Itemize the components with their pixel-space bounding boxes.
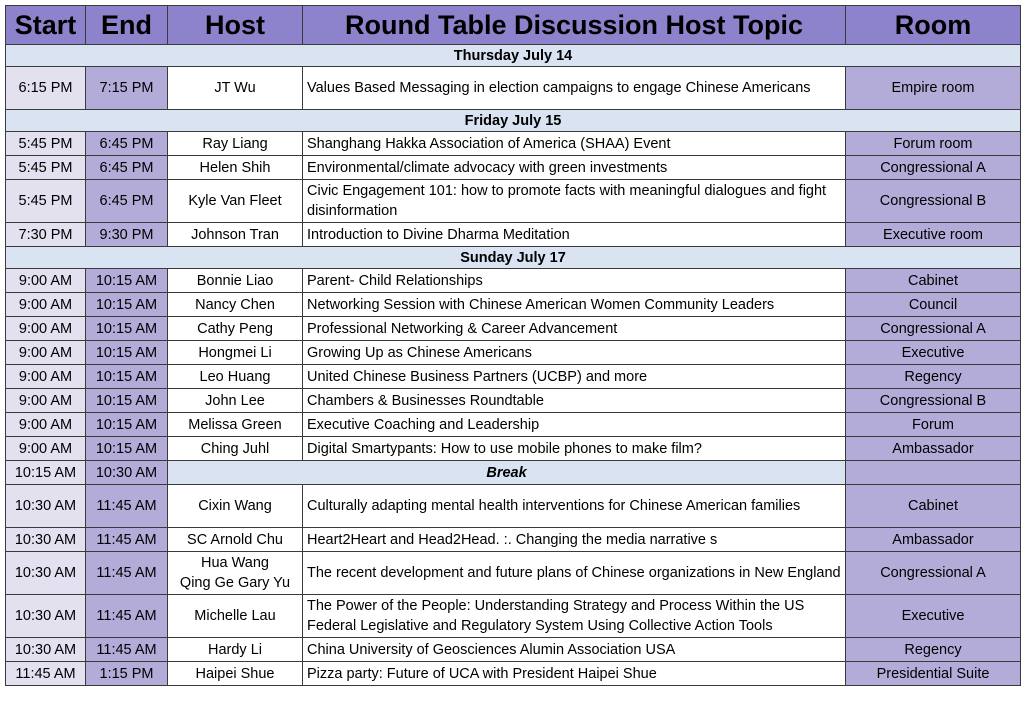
host-cell: JT Wu (168, 67, 303, 110)
schedule-table (5, 5, 1021, 686)
host-cell: Helen Shih (168, 156, 303, 180)
start-time-cell: 5:45 PM (6, 156, 86, 180)
table-row (6, 437, 1021, 461)
table-header (6, 6, 1021, 45)
topic-cell: The recent development and future plans of Chinese organizations in New England (303, 552, 846, 595)
end-time-cell: 10:15 AM (86, 389, 168, 413)
table-row (6, 389, 1021, 413)
end-time-cell: 6:45 PM (86, 180, 168, 223)
table-row (6, 293, 1021, 317)
host-name: Hua Wang (201, 555, 269, 571)
end-time-cell: 11:45 AM (86, 528, 168, 552)
room-cell: Presidential Suite (846, 662, 1021, 686)
end-time-cell: 10:15 AM (86, 413, 168, 437)
host-cell: Cathy Peng (168, 317, 303, 341)
start-time-cell: 5:45 PM (6, 132, 86, 156)
end-time-cell: 11:45 AM (86, 485, 168, 528)
start-time-cell: 10:30 AM (6, 595, 86, 638)
end-time-cell: 6:45 PM (86, 132, 168, 156)
room-cell: Council (846, 293, 1021, 317)
end-time-cell: 10:30 AM (86, 461, 168, 485)
table-row (6, 341, 1021, 365)
host-cell: Bonnie Liao (168, 269, 303, 293)
topic-cell: Growing Up as Chinese Americans (303, 341, 846, 365)
room-cell: Cabinet (846, 269, 1021, 293)
room-cell: Congressional B (846, 180, 1021, 223)
start-time-cell: 7:30 PM (6, 223, 86, 247)
topic-cell: Pizza party: Future of UCA with President Haipei Shue (303, 662, 846, 686)
start-column-header: Start (6, 6, 86, 45)
break-label: Break (168, 461, 846, 485)
start-time-cell: 6:15 PM (6, 67, 86, 110)
end-time-cell: 10:15 AM (86, 341, 168, 365)
room-cell: Executive (846, 595, 1021, 638)
host-cell: SC Arnold Chu (168, 528, 303, 552)
table-row (6, 156, 1021, 180)
table-row (6, 365, 1021, 389)
topic-cell: Parent- Child Relationships (303, 269, 846, 293)
start-time-cell: 9:00 AM (6, 437, 86, 461)
start-time-cell: 9:00 AM (6, 317, 86, 341)
topic-cell: Introduction to Divine Dharma Meditation (303, 223, 846, 247)
table-row (6, 180, 1021, 223)
topic-column-header: Round Table Discussion Host Topic (303, 6, 846, 45)
day-label: Sunday July 17 (6, 247, 1021, 269)
host-cell: Michelle Lau (168, 595, 303, 638)
end-time-cell: 9:30 PM (86, 223, 168, 247)
topic-cell: Networking Session with Chinese American Women Community Leaders (303, 293, 846, 317)
topic-cell: United Chinese Business Partners (UCBP) and more (303, 365, 846, 389)
topic-cell: Values Based Messaging in election campaigns to engage Chinese Americans (303, 67, 846, 110)
topic-cell: China University of Geosciences Alumin Association USA (303, 638, 846, 662)
room-column-header: Room (846, 6, 1021, 45)
start-time-cell: 5:45 PM (6, 180, 86, 223)
room-cell: Congressional B (846, 389, 1021, 413)
start-time-cell: 10:15 AM (6, 461, 86, 485)
end-time-cell: 10:15 AM (86, 317, 168, 341)
room-cell: Executive (846, 341, 1021, 365)
start-time-cell: 10:30 AM (6, 485, 86, 528)
host-cell: Hongmei Li (168, 341, 303, 365)
end-time-cell: 11:45 AM (86, 638, 168, 662)
host-cell: Leo Huang (168, 365, 303, 389)
day-header-row (6, 110, 1021, 132)
end-time-cell: 11:45 AM (86, 552, 168, 595)
table-row (6, 485, 1021, 528)
table-row (6, 132, 1021, 156)
topic-cell: The Power of the People: Understanding Strategy and Process Within the US Federal Legislative and Regulatory System Using Collective Action Tools (303, 595, 846, 638)
table-row (6, 528, 1021, 552)
end-time-cell: 10:15 AM (86, 269, 168, 293)
table-row (6, 223, 1021, 247)
table-row (6, 269, 1021, 293)
start-time-cell: 9:00 AM (6, 341, 86, 365)
host-cell: Cixin Wang (168, 485, 303, 528)
host-cell: Hardy Li (168, 638, 303, 662)
room-cell: Regency (846, 365, 1021, 389)
room-cell: Forum room (846, 132, 1021, 156)
host-cell: Nancy Chen (168, 293, 303, 317)
end-time-cell: 6:45 PM (86, 156, 168, 180)
topic-cell: Chambers & Businesses Roundtable (303, 389, 846, 413)
host-cell: Haipei Shue (168, 662, 303, 686)
start-time-cell: 9:00 AM (6, 269, 86, 293)
room-cell: Forum (846, 413, 1021, 437)
table-row (6, 662, 1021, 686)
end-time-cell: 11:45 AM (86, 595, 168, 638)
room-cell: Empire room (846, 67, 1021, 110)
room-cell: Congressional A (846, 552, 1021, 595)
start-time-cell: 10:30 AM (6, 552, 86, 595)
start-time-cell: 11:45 AM (6, 662, 86, 686)
end-time-cell: 10:15 AM (86, 293, 168, 317)
start-time-cell: 9:00 AM (6, 293, 86, 317)
day-header-row (6, 247, 1021, 269)
room-cell: Cabinet (846, 485, 1021, 528)
start-time-cell: 9:00 AM (6, 365, 86, 389)
start-time-cell: 9:00 AM (6, 413, 86, 437)
room-cell: Ambassador (846, 437, 1021, 461)
topic-cell: Shanghang Hakka Association of America (SHAA) Event (303, 132, 846, 156)
host-cell: Ray Liang (168, 132, 303, 156)
table-row (6, 413, 1021, 437)
host-cell: Johnson Tran (168, 223, 303, 247)
room-cell: Ambassador (846, 528, 1021, 552)
end-time-cell: 10:15 AM (86, 437, 168, 461)
host-cell: John Lee (168, 389, 303, 413)
table-row (6, 552, 1021, 595)
break-row (6, 461, 1021, 485)
table-row (6, 595, 1021, 638)
host-cell: Kyle Van Fleet (168, 180, 303, 223)
table-row (6, 638, 1021, 662)
topic-cell: Digital Smartypants: How to use mobile phones to make film? (303, 437, 846, 461)
host-cell: Melissa Green (168, 413, 303, 437)
topic-cell: Civic Engagement 101: how to promote facts with meaningful dialogues and fight disinformation (303, 180, 846, 223)
host-cell: Ching Juhl (168, 437, 303, 461)
room-cell: Congressional A (846, 317, 1021, 341)
end-column-header: End (86, 6, 168, 45)
table-row (6, 67, 1021, 110)
day-label: Friday July 15 (6, 110, 1021, 132)
end-time-cell: 1:15 PM (86, 662, 168, 686)
room-cell: Regency (846, 638, 1021, 662)
topic-cell: Culturally adapting mental health interventions for Chinese American families (303, 485, 846, 528)
day-header-row (6, 45, 1021, 67)
topic-cell: Executive Coaching and Leadership (303, 413, 846, 437)
topic-cell: Heart2Heart and Head2Head. :. Changing the media narrative s (303, 528, 846, 552)
end-time-cell: 10:15 AM (86, 365, 168, 389)
start-time-cell: 9:00 AM (6, 389, 86, 413)
table-row (6, 317, 1021, 341)
host-column-header: Host (168, 6, 303, 45)
topic-cell: Environmental/climate advocacy with green investments (303, 156, 846, 180)
host-name-second-line: Qing Ge Gary Yu (179, 575, 291, 591)
room-cell (846, 461, 1021, 485)
end-time-cell: 7:15 PM (86, 67, 168, 110)
topic-cell: Professional Networking & Career Advancement (303, 317, 846, 341)
start-time-cell: 10:30 AM (6, 528, 86, 552)
room-cell: Congressional A (846, 156, 1021, 180)
start-time-cell: 10:30 AM (6, 638, 86, 662)
host-cell (168, 552, 303, 595)
day-label: Thursday July 14 (6, 45, 1021, 67)
room-cell: Executive room (846, 223, 1021, 247)
